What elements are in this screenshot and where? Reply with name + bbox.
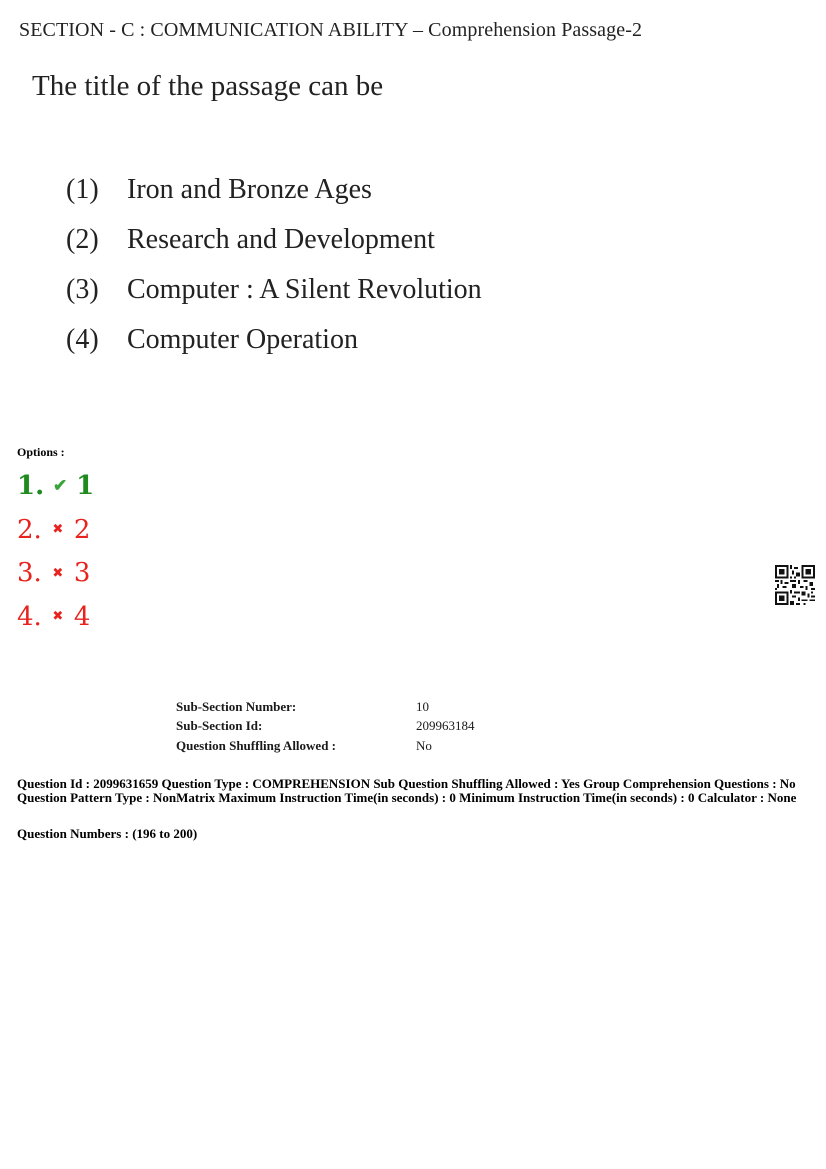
choice-text: Research and Development xyxy=(127,224,435,255)
choice-item xyxy=(66,224,482,274)
meta-row xyxy=(176,736,475,756)
option-item-3 xyxy=(17,551,94,595)
option-item-4 xyxy=(17,595,94,639)
option-value: 2 xyxy=(73,514,91,545)
choice-text: Iron and Bronze Ages xyxy=(127,174,372,205)
option-index: 4. xyxy=(17,601,42,632)
meta-key: Sub-Section Number: xyxy=(176,698,297,714)
meta-value: 10 xyxy=(416,698,429,714)
question-info: Question Id : 2099631659 Question Type : COMPREHENSION Sub Question Shuffling Allowed : Yes Group Comprehension Questions : No Question Pattern Type : NonMatrix Maximum Instruction Time(in seconds) : 0 Minimum Instruction Time(in seconds) : 0 Calculator : None xyxy=(17,776,797,805)
choice-item xyxy=(66,274,482,324)
meta-row xyxy=(176,717,475,737)
meta-row xyxy=(176,697,475,717)
options-list xyxy=(17,464,94,639)
option-item-2 xyxy=(17,508,94,552)
question-numbers: Question Numbers : (196 to 200) xyxy=(17,826,198,841)
choice-item xyxy=(66,174,482,224)
sub-section-meta xyxy=(176,697,475,756)
section-header: SECTION - C : COMMUNICATION ABILITY – Comprehension Passage-2 xyxy=(19,19,643,41)
choice-number: (1) xyxy=(66,174,99,205)
option-item-1 xyxy=(17,464,94,508)
option-value: 1 xyxy=(76,470,95,501)
cross-icon: ✖ xyxy=(52,565,64,581)
option-value: 3 xyxy=(73,558,91,589)
choice-number: (2) xyxy=(66,224,99,255)
answer-choices xyxy=(66,174,482,374)
option-index: 2. xyxy=(17,514,42,545)
option-index: 3. xyxy=(17,558,42,589)
options-label: Options : xyxy=(17,445,65,459)
meta-key: Sub-Section Id: xyxy=(176,718,263,734)
meta-value: 209963184 xyxy=(416,718,475,734)
choice-text: Computer Operation xyxy=(127,324,358,355)
question-text: The title of the passage can be xyxy=(32,70,384,102)
cross-icon: ✖ xyxy=(52,609,64,625)
choice-text: Computer : A Silent Revolution xyxy=(127,274,482,305)
choice-number: (4) xyxy=(66,324,99,355)
qr-code-icon xyxy=(775,565,815,605)
check-icon: ✔ xyxy=(53,475,68,496)
choice-number: (3) xyxy=(66,274,99,305)
option-index: 1. xyxy=(17,470,45,501)
meta-key: Question Shuffling Allowed : xyxy=(176,737,337,753)
cross-icon: ✖ xyxy=(52,522,64,538)
option-value: 4 xyxy=(73,601,91,632)
choice-item xyxy=(66,324,482,374)
meta-value: No xyxy=(416,737,432,753)
